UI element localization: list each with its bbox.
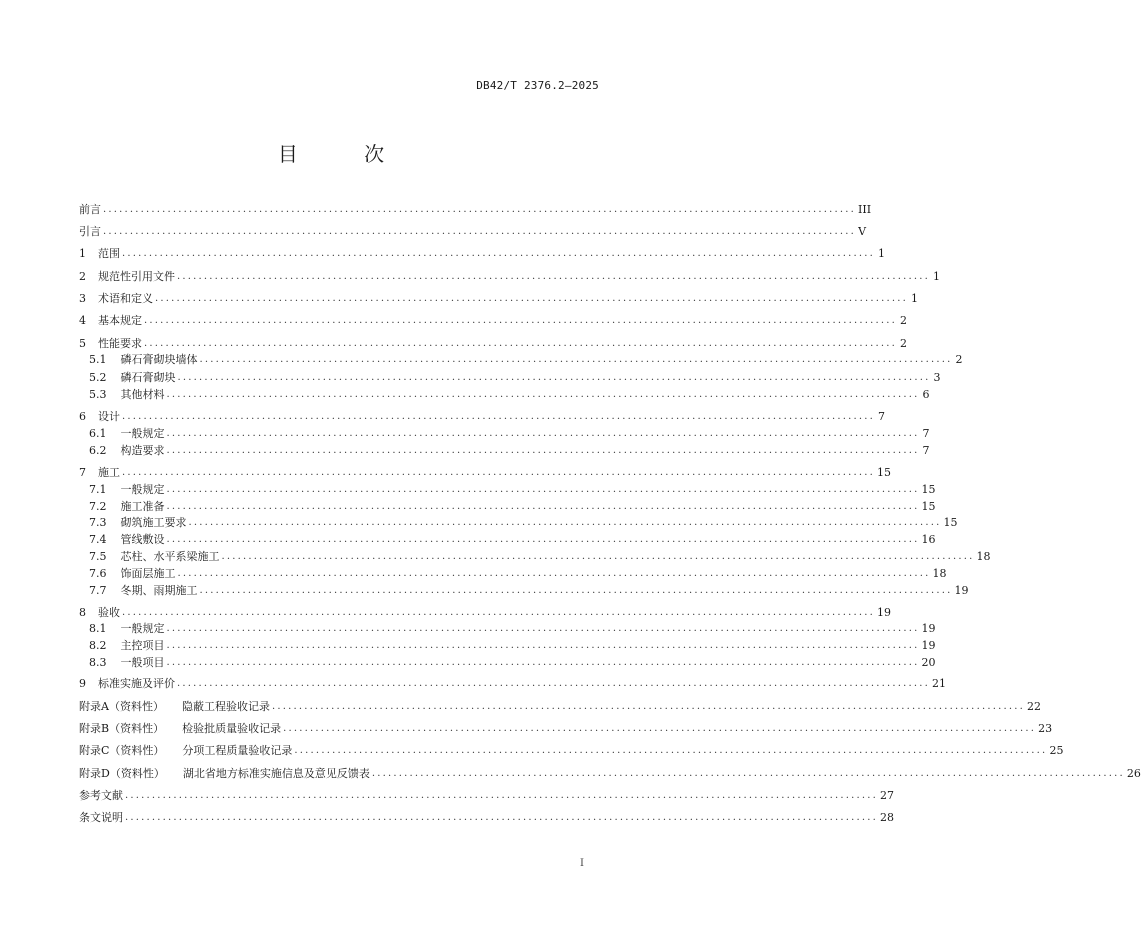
toc-entry-number: 附录B（资料性） xyxy=(79,722,165,735)
toc-entry-page: 20 xyxy=(921,656,936,669)
toc-entry-number: 附录C（资料性） xyxy=(79,744,165,757)
toc-entry-number: 3 xyxy=(79,292,86,305)
toc-entry-label: 施工 xyxy=(98,466,120,479)
toc-entry-label: 构造要求 xyxy=(120,444,165,457)
toc-entry-page: 3 xyxy=(933,371,941,384)
toc-entry[interactable] xyxy=(79,310,908,328)
toc-entry-page: 1 xyxy=(911,292,919,305)
toc-entry-number: 9 xyxy=(79,677,86,690)
toc-leader-dots: ............................................................................................................................................ xyxy=(177,678,931,689)
toc-leader-dots: ............................................................................................................................................ xyxy=(271,701,1025,712)
toc-entry-label: 隐蔽工程验收记录 xyxy=(181,700,270,713)
toc-entry-label: 检验批质量验收记录 xyxy=(182,722,282,735)
toc-entry-page: 19 xyxy=(921,639,936,652)
toc-entry[interactable] xyxy=(79,288,919,306)
toc-entry[interactable] xyxy=(79,718,1053,736)
toc-entry-label: 规范性引用文件 xyxy=(98,270,175,283)
toc-entry-label: 设计 xyxy=(98,410,120,423)
toc-entry[interactable] xyxy=(79,221,867,239)
toc-entry[interactable] xyxy=(79,740,1064,758)
toc-entry[interactable] xyxy=(79,199,872,217)
toc-entry-number: 7.5 xyxy=(89,550,107,563)
toc-entry-page: 2 xyxy=(900,314,908,327)
toc-entry-page: 1 xyxy=(933,270,941,283)
toc-entry-label: 湖北省地方标准实施信息及意见反馈表 xyxy=(182,767,370,780)
toc-entry-number: 附录D（资料性） xyxy=(79,767,165,780)
toc-entry-number: 5.3 xyxy=(89,388,107,401)
toc-entry[interactable] xyxy=(79,266,941,284)
toc-entry-page: 6 xyxy=(922,388,930,401)
toc-entry-page: 18 xyxy=(976,550,991,563)
toc-leader-dots: ............................................................................................................................................ xyxy=(166,623,920,634)
toc-entry-number: 1 xyxy=(79,247,86,260)
page-number: I xyxy=(580,858,584,869)
toc-entry-label: 施工准备 xyxy=(120,500,165,513)
toc-entry-number: 7.1 xyxy=(89,483,107,496)
toc-entry-label: 基本规定 xyxy=(98,314,142,327)
toc-leader-dots: ............................................................................................................................................ xyxy=(125,812,879,823)
toc-entry-label: 主控项目 xyxy=(120,639,165,652)
toc-entry-page: 15 xyxy=(877,466,892,479)
toc-entry[interactable] xyxy=(89,512,958,530)
toc-leader-dots: ............................................................................................................................................ xyxy=(166,389,920,400)
toc-entry[interactable] xyxy=(89,618,936,636)
toc-entry-label: 引言 xyxy=(79,225,101,238)
toc-leader-dots: ............................................................................................................................................ xyxy=(166,428,920,439)
toc-leader-dots: ............................................................................................................................................ xyxy=(221,551,975,562)
toc-entry-number: 5.1 xyxy=(89,353,107,366)
toc-entry-number: 8.1 xyxy=(89,622,107,635)
toc-entry-number: 5 xyxy=(79,337,86,350)
toc-entry-page: 18 xyxy=(932,567,947,580)
toc-entry-label: 标准实施及评价 xyxy=(98,677,175,690)
toc-entry[interactable] xyxy=(89,546,991,564)
toc-entry-label: 其他材料 xyxy=(120,388,165,401)
standard-code: DB42/T 2376.2—2025 xyxy=(476,79,599,92)
toc-leader-dots: ............................................................................................................................................ xyxy=(166,534,920,545)
toc-entry-label: 磷石膏砌块 xyxy=(120,371,176,384)
toc-entry-number: 6.1 xyxy=(89,427,107,440)
toc-entry-label: 磷石膏砌块墙体 xyxy=(120,353,198,366)
toc-entry-page: 16 xyxy=(921,533,936,546)
toc-entry[interactable] xyxy=(89,367,941,385)
toc-leader-dots: ............................................................................................................................................ xyxy=(166,445,920,456)
toc-entry-number: 7.3 xyxy=(89,516,107,529)
toc-entry[interactable] xyxy=(89,563,947,581)
toc-leader-dots: ............................................................................................................................................ xyxy=(188,517,942,528)
toc-entry-number: 2 xyxy=(79,270,86,283)
toc-entry-label: 一般规定 xyxy=(120,483,165,496)
toc-entry-label: 术语和定义 xyxy=(98,292,153,305)
toc-entry-number: 6 xyxy=(79,410,86,423)
toc-entry[interactable] xyxy=(79,696,1041,714)
toc-entry-label: 参考文献 xyxy=(79,789,123,802)
toc-entry-number: 7.7 xyxy=(89,584,107,597)
toc-leader-dots: ............................................................................................................................................ xyxy=(144,338,898,349)
toc-entry[interactable] xyxy=(89,440,930,458)
toc-leader-dots: ............................................................................................................................................ xyxy=(122,248,876,259)
toc-leader-dots: ............................................................................................................................................ xyxy=(371,768,1125,779)
toc-entry-label: 管线敷设 xyxy=(120,533,165,546)
toc-leader-dots: ............................................................................................................................................ xyxy=(177,372,931,383)
toc-entry-page: 27 xyxy=(880,789,895,802)
toc-entry-page: 2 xyxy=(900,337,908,350)
toc-entry-page: 7 xyxy=(922,427,930,440)
toc-leader-dots: ............................................................................................................................................ xyxy=(144,315,898,326)
toc-entry-label: 砌筑施工要求 xyxy=(120,516,187,529)
toc-leader-dots: ............................................................................................................................................ xyxy=(155,293,909,304)
toc-entry[interactable] xyxy=(89,652,936,670)
toc-entry-number: 8 xyxy=(79,606,86,619)
toc-entry-page: 2 xyxy=(955,353,963,366)
toc-entry[interactable] xyxy=(79,807,895,825)
toc-entry[interactable] xyxy=(89,349,963,367)
toc-leader-dots: ............................................................................................................................................ xyxy=(177,568,931,579)
toc-entry-page: 15 xyxy=(943,516,958,529)
toc-entry[interactable] xyxy=(79,763,1141,781)
toc-entry-label: 一般规定 xyxy=(120,427,165,440)
toc-entry-page: 23 xyxy=(1038,722,1053,735)
toc-entry[interactable] xyxy=(89,635,936,653)
toc-leader-dots: ............................................................................................................................................ xyxy=(103,226,857,237)
toc-entry-number: 7 xyxy=(79,466,86,479)
toc-entry[interactable] xyxy=(89,479,936,497)
toc-entry-page: 19 xyxy=(921,622,936,635)
toc-leader-dots: ............................................................................................................................................ xyxy=(166,501,920,512)
toc-entry-page: 1 xyxy=(878,247,886,260)
toc-entry-label: 条文说明 xyxy=(79,811,123,824)
toc-leader-dots: ............................................................................................................................................ xyxy=(294,745,1048,756)
toc-entry-number: 附录A（资料性） xyxy=(79,700,164,713)
toc-entry-page: 7 xyxy=(878,410,886,423)
toc-leader-dots: ............................................................................................................................................ xyxy=(166,640,920,651)
toc-leader-dots: ............................................................................................................................................ xyxy=(166,657,920,668)
toc-entry-number: 6.2 xyxy=(89,444,107,457)
toc-entry-number: 8.3 xyxy=(89,656,107,669)
toc-leader-dots: ............................................................................................................................................ xyxy=(199,354,953,365)
toc-entry-label: 一般项目 xyxy=(120,656,165,669)
toc-entry[interactable] xyxy=(89,384,930,402)
toc-entry[interactable] xyxy=(79,673,947,691)
toc-entry[interactable] xyxy=(89,580,969,598)
toc-entry-number: 5.2 xyxy=(89,371,107,384)
toc-entry-page: III xyxy=(858,203,872,216)
toc-entry-page: 21 xyxy=(932,677,947,690)
toc-entry[interactable] xyxy=(79,785,895,803)
toc-entry-label: 冬期、雨期施工 xyxy=(120,584,198,597)
toc-entry-label: 验收 xyxy=(98,606,120,619)
toc-leader-dots: ............................................................................................................................................ xyxy=(122,467,876,478)
toc-entry-page: 15 xyxy=(921,483,936,496)
toc-title: 目 次 xyxy=(277,142,415,166)
toc-entry-label: 一般规定 xyxy=(120,622,165,635)
toc-entry[interactable] xyxy=(79,243,886,261)
toc-entry-page: 19 xyxy=(877,606,892,619)
toc-leader-dots: ............................................................................................................................................ xyxy=(199,585,953,596)
toc-entry-page: 28 xyxy=(880,811,895,824)
toc-entry-number: 7.6 xyxy=(89,567,107,580)
toc-entry-number: 4 xyxy=(79,314,86,327)
toc-leader-dots: ............................................................................................................................................ xyxy=(122,411,876,422)
toc-entry-page: V xyxy=(858,225,867,238)
toc-leader-dots: ............................................................................................................................................ xyxy=(122,607,876,618)
toc-entry-number: 7.4 xyxy=(89,533,107,546)
toc-entry-number: 7.2 xyxy=(89,500,107,513)
toc-entry[interactable] xyxy=(79,462,892,480)
toc-entry-label: 芯柱、水平系梁施工 xyxy=(120,550,220,563)
toc-entry-label: 性能要求 xyxy=(98,337,142,350)
toc-leader-dots: ............................................................................................................................................ xyxy=(166,484,920,495)
toc-entry-label: 饰面层施工 xyxy=(120,567,176,580)
toc-entry[interactable] xyxy=(89,529,936,547)
toc-entry[interactable] xyxy=(89,423,930,441)
toc-entry[interactable] xyxy=(79,406,886,424)
toc-leader-dots: ............................................................................................................................................ xyxy=(103,204,857,215)
toc-entry-page: 7 xyxy=(922,444,930,457)
toc-entry-page: 25 xyxy=(1049,744,1064,757)
toc-entry-label: 分项工程质量验收记录 xyxy=(182,744,293,757)
toc-entry-page: 26 xyxy=(1126,767,1141,780)
toc-entry-label: 范围 xyxy=(98,247,120,260)
toc-entry-page: 22 xyxy=(1026,700,1041,713)
toc-entry-page: 19 xyxy=(954,584,969,597)
toc-leader-dots: ............................................................................................................................................ xyxy=(283,723,1037,734)
toc-entry-label: 前言 xyxy=(79,203,101,216)
toc-entry-page: 15 xyxy=(921,500,936,513)
toc-entry-number: 8.2 xyxy=(89,639,107,652)
toc-leader-dots: ............................................................................................................................................ xyxy=(125,790,879,801)
toc-leader-dots: ............................................................................................................................................ xyxy=(177,271,931,282)
